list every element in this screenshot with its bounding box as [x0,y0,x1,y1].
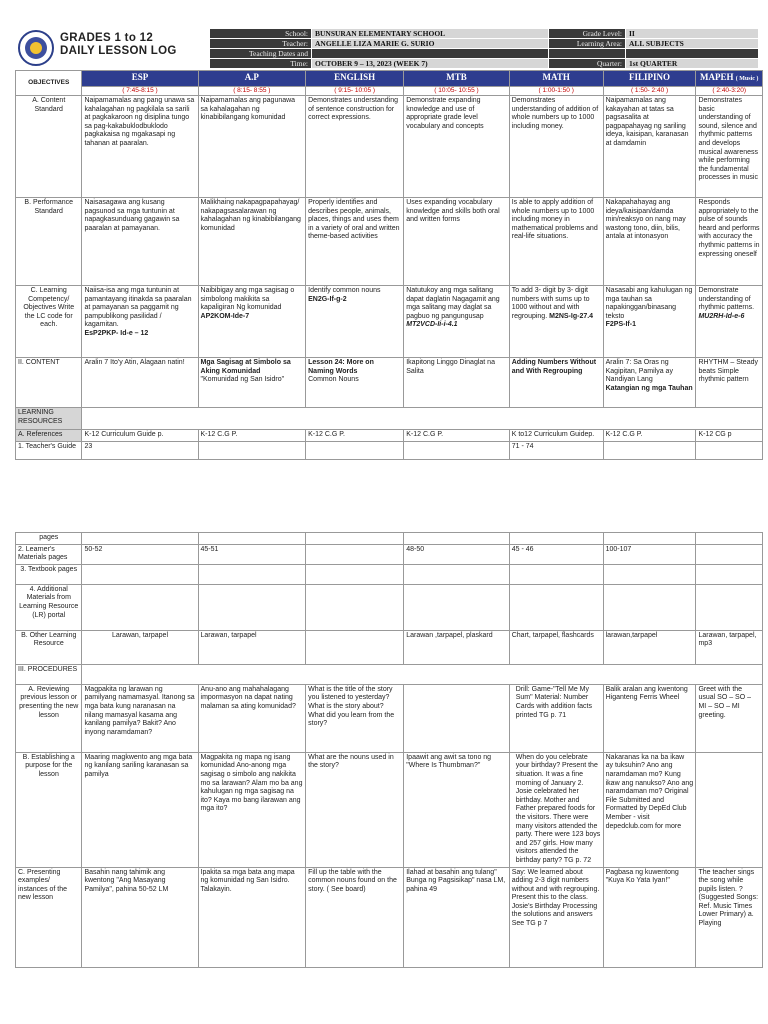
header-info-table [209,28,759,69]
table-cell: Larawan, tarpapel [82,630,198,664]
table-cell [198,533,306,545]
subject-english: ENGLISH [306,71,404,87]
page-two [15,532,763,968]
cell-text: Nasasabi ang kahulugan ng mga tauhan sa napakinggan/binasang teksto [605,287,693,320]
row-label: 4. Additional Materials from Learning Resource (LR) portal [16,584,82,630]
table-cell: 23 [82,441,198,459]
references-row [16,430,763,442]
presenting-examples-row [16,867,763,967]
table-cell [306,358,404,408]
table-cell: RHYTHM – Steady beats Simple rhythmic pattern [696,358,763,408]
table-cell [603,584,696,630]
cell-extra: Common Nouns [308,376,359,384]
table-cell [306,630,404,664]
table-cell: 45-51 [198,544,306,564]
subject-mtb: MTB [404,71,510,87]
table-cell: 48-50 [404,544,510,564]
subject-esp: ESP [82,71,198,87]
table-cell: 71 - 74 [509,441,603,459]
table-cell: Nakaranas ka na ba ikaw ay tuksuhin? Ano ang naramdaman mo? Kung ikaw ang nanukso? Ano ang naramdaman mo? Original File Submitted and Formatted by DepEd Club Member - visit depedclub.com for more [603,752,696,867]
cell-extra: "Komunidad ng San Isidro" [200,376,285,384]
lc-code: M2NS-Ig-27.4 [549,312,594,320]
grade-value: II [626,29,759,39]
subject-mapeh-name: MAPEH [700,72,734,82]
area-label: Learning Area: [549,39,626,49]
table-cell: Larawan ,tarpapel, plaskard [404,630,510,664]
table-cell: Responds appropriately to the pulse of sounds heard and performs with accuracy the rhythmic patterns in expressing oneself [696,198,763,286]
row-label: pages [16,533,82,545]
cell-extra: Katangian ng mga Tauhan [605,384,693,392]
row-label: C. Presenting examples/ instances of the new lesson [16,867,82,967]
table-cell: Properly identifies and describes people, animals, places, things and uses them in a variety of oral and written theme-based activities [306,198,404,286]
table-cell [198,564,306,584]
grade-label: Grade Level: [549,29,626,39]
dates-value: OCTOBER 9 – 13, 2023 (WEEK 7) [312,59,549,69]
table-cell: larawan,tarpapel [603,630,696,664]
learning-resources-row [16,408,763,430]
table-cell: Drill: Game-"Tell Me My Sum" Material: Number Cards with addition facts printed TG p. 71 [509,684,603,752]
table-cell: Pagbasa ng kuwentong "Kuya Ko Yata Iyan!" [603,867,696,967]
table-cell: Ilahad at basahin ang tulang" Bunga ng Pagsisikap" nasa LM, pahina 49 [404,867,510,967]
school-value: BUNSURAN ELEMENTARY SCHOOL [312,29,549,39]
table-cell: Aralin 7 Ito'y Atin, Alagaan natin! [82,358,198,408]
table-cell: K-12 C.G P. [306,430,404,442]
table-cell: Demonstrate expanding knowledge and use of appropriate grade level vocabulary and concepts [404,96,510,198]
row-label: B. Other Learning Resource [16,630,82,664]
lesson-log-table [15,70,763,460]
page-one [15,26,763,460]
row-label: A. References [16,430,82,442]
table-cell: Fill up the table with the common nouns found on the story. ( See board) [306,867,404,967]
quarter-value: 1st QUARTER [626,59,759,69]
table-cell [82,564,198,584]
dates-label-1: Teaching Dates and [210,49,312,59]
row-label: 1. Teacher's Guide [16,441,82,459]
table-cell [603,564,696,584]
quarter-label: Quarter: [549,59,626,69]
area-value: ALL SUBJECTS [626,39,759,49]
row-label: A. Content Standard [16,96,82,198]
time-esp: ( 7:45-8:15 ) [82,87,198,96]
other-resource-row [16,630,763,664]
table-cell [306,544,404,564]
school-label: School: [210,29,312,39]
table-cell: Greet with the usual SO – SO – MI – SO – MI greeting. [696,684,763,752]
table-cell [696,441,763,459]
table-cell [509,584,603,630]
title-line-2: DAILY LESSON LOG [60,45,177,57]
table-cell [82,286,198,358]
row-label: 3. Textbook pages [16,564,82,584]
row-label: LEARNING RESOURCES [16,408,82,430]
table-cell [404,684,510,752]
table-cell [82,664,763,684]
row-label: 2. Learner's Materials pages [16,544,82,564]
deped-seal-icon [18,30,54,66]
lc-code: F2PS-If-1 [605,321,636,329]
table-cell [306,584,404,630]
table-cell: K to12 Curriculum Guidep. [509,430,603,442]
cell-text: Naibibigay ang mga sagisag o simbolong makikita sa kapaligiran Ng komunidad [200,287,295,312]
spacer [549,49,626,59]
table-cell: K-12 C.G P. [603,430,696,442]
subject-mapeh-sub: ( Music ) [735,76,759,82]
row-label: C. Learning Competency/ Objectives Write the LC code for each. [16,286,82,358]
table-cell: Magpakita ng larawan ng pamilyang namamasyal. Itanong sa mga bata kung naranasan na nilang mamasyal kasama ang kanilang pamilya? Bakit? Ano inyong naramdaman? [82,684,198,752]
table-cell: K-12 C.G P. [404,430,510,442]
subject-math: MATH [509,71,603,87]
lesson-log-table-continued [15,532,763,968]
table-cell: Demonstrates basic understanding of sound, silence and rhythmic patterns and develops musical awareness while performing the fundamental processes in music [696,96,763,198]
table-cell: Basahin nang tahimik ang kwentong "Ang Masayang Pamilya", pahina 50-52 LM [82,867,198,967]
table-cell: Ipakita sa mga bata ang mapa ng komunidad ng San Isidro. Talakayin. [198,867,306,967]
table-cell [603,358,696,408]
reviewing-row [16,684,763,752]
header [15,26,763,70]
subject-ap: A.P [198,71,306,87]
table-cell: What are the nouns used in the story? [306,752,404,867]
table-cell [198,358,306,408]
table-cell: Anu-ano ang mahahalagang impormasyon na dapat nating malaman sa ating komunidad? [198,684,306,752]
cell-text: Naiisa-isa ang mga tuntunin at pamantayang itinakda sa paaralan at pamayanan sa paggamit ng pampublikong pasilidad / kagamitan. [84,287,192,329]
time-mapeh: ( 2:40-3:20) [696,87,763,96]
table-cell: Is able to apply addition of whole numbers up to 1000 including money in mathematical problems and real-life situations. [509,198,603,286]
table-cell [603,286,696,358]
cell-text: To add 3- digit by 3- digit numbers with sums up to 1000 without and with regrouping. [511,287,590,320]
table-cell [306,441,404,459]
row-label: A. Reviewing previous lesson or presenting the new lesson [16,684,82,752]
table-cell [404,584,510,630]
table-cell: Maaring magkwento ang mga bata ng kanilang sariling karanasan sa pamilya [82,752,198,867]
content-standard-row [16,96,763,198]
cell-text: Mga Sagisag at Simbolo sa Aking Komunidad [200,359,291,375]
title-line-1: GRADES 1 to 12 [60,32,154,44]
cell-text: Lesson 24: More on Naming Words [308,359,374,375]
teacher-value: ANGELLE LIZA MARIE G. SURIO [312,39,549,49]
table-cell: Larawan, tarpapel [198,630,306,664]
table-cell: Naisasagawa ang kusang pagsunod sa mga tuntunin at napagkasunduang gagawin sa paaralan at pamayanan. [82,198,198,286]
spacer [626,49,759,59]
learners-materials-row [16,544,763,564]
textbook-row [16,564,763,584]
dates-spacer [312,49,549,59]
table-cell: Naipamamalas ang pang unawa sa kahalagahan ng pagkilala sa sarili at pagkakaroon ng disiplina tungo sa pag-kakabuklodbuklodo pagkakaisa ng mgakasapi ng tahanan at paaralan. [82,96,198,198]
time-english: ( 9:15- 10:05 ) [306,87,404,96]
subject-time-row [16,87,763,96]
table-cell [696,533,763,545]
table-cell [198,286,306,358]
time-filipino: ( 1:50- 2:40 ) [603,87,696,96]
time-math: ( 1:00-1:50 ) [509,87,603,96]
cell-text: Demonstrate understanding of rhythmic patterns. [698,287,755,312]
table-cell [603,441,696,459]
table-cell [404,564,510,584]
table-cell: Naipamamalas ang kakayahan at tatas sa pagsasalita at pagpapahayag ng sariling ideya, kaisipan, karanasan at damdamin [603,96,696,198]
row-label: B. Establishing a purpose for the lesson [16,752,82,867]
subject-header-row [16,71,763,87]
table-cell: Uses expanding vocabulary knowledge and skills both oral and written forms [404,198,510,286]
table-cell [306,564,404,584]
additional-materials-row [16,584,763,630]
lc-code: MT2VCD-Ii-i-4.1 [406,321,458,329]
table-cell: 45 - 46 [509,544,603,564]
table-cell [198,584,306,630]
table-cell [696,544,763,564]
row-label: B. Performance Standard [16,198,82,286]
document-title [60,32,177,58]
cell-text: Identify common nouns [308,287,381,294]
table-cell [509,533,603,545]
table-cell [306,286,404,358]
table-cell: Naipamamalas ang pagunawa sa kahalagahan ng kinabibilangang komunidad [198,96,306,198]
table-cell: Balik aralan ang kwentong Higanteng Ferris Wheel [603,684,696,752]
pages-row [16,533,763,545]
procedures-row [16,664,763,684]
table-cell: Chart, tarpapel, flashcards [509,630,603,664]
cell-text: Aralin 7: Sa Oras ng Kagipitan, Pamilya ay Nandiyan Lang [605,359,673,384]
time-ap: ( 8:15- 8:55 ) [198,87,306,96]
content-row [16,358,763,408]
table-cell: What is the title of the story you listened to yesterday? What is the story about? What did you learn from the story? [306,684,404,752]
table-cell [198,441,306,459]
table-cell: Demonstrates understanding of addition of whole numbers up to 1000 including money. [509,96,603,198]
table-cell: Magpakita ng mapa ng isang komunidad Ano-anong mga sagisag o simbolo ang nakikita mo sa larawan? Alam mo ba ang kahulugan ng mga sagisag na ito? Kaya mo bang ilarawan ang mga ito? [198,752,306,867]
table-cell [696,564,763,584]
teachers-guide-row [16,441,763,459]
table-cell: Larawan, tarpapel, mp3 [696,630,763,664]
subject-mapeh [696,71,763,87]
table-cell: Say: We learned about adding 2-3 digit numbers without and with regrouping. Present this to the class. Josie's Birthday Processing the solutions and answers See TG p 7 [509,867,603,967]
table-cell [509,286,603,358]
table-cell [696,752,763,867]
table-cell: 100-107 [603,544,696,564]
table-cell [603,533,696,545]
table-cell: Demonstrates understanding of sentence construction for correct expressions. [306,96,404,198]
table-cell: Ipaawit ang awit sa tono ng "Where Is Thumbman?" [404,752,510,867]
time-mtb: ( 10:05- 10:55 ) [404,87,510,96]
table-cell: K-12 CG p [696,430,763,442]
table-cell [82,533,198,545]
table-cell: Ikapitong Linggo Dinaglat na Salita [404,358,510,408]
table-cell [306,533,404,545]
performance-standard-row [16,198,763,286]
table-cell [696,584,763,630]
lc-code: MU2RH-Id-e-6 [698,312,745,320]
table-cell [696,286,763,358]
establishing-purpose-row [16,752,763,867]
lc-code: EsP2PKP- Id-e – 12 [84,329,149,337]
table-cell [404,533,510,545]
row-label: II. CONTENT [16,358,82,408]
table-cell [404,286,510,358]
learning-competency-row [16,286,763,358]
lc-code: AP2KOM-Ide-7 [200,312,250,320]
lc-code: EN2G-If-g-2 [308,295,347,303]
objectives-label: OBJECTIVES [16,71,82,96]
table-cell: Adding Numbers Without and With Regrouping [509,358,603,408]
table-cell [404,441,510,459]
dates-label-2: Time: [210,59,312,69]
row-label: III. PROCEDURES [16,664,82,684]
table-cell: Nakapahahayag ang ideya/kaisipan/damda min/reaksyo on nang may wastong tono, diin, bilis, antala at intonasyon [603,198,696,286]
teacher-label: Teacher: [210,39,312,49]
table-cell [82,584,198,630]
table-cell: When do you celebrate your birthday? Present the situation. It was a fine morning of January 2. Josie celebrated her birthday. Mother and Father prepared foods for the visitors. There were many visitors attended the party. There were 123 boys and 257 girls. How many visitors attended the birthday party? TG p. 72 [509,752,603,867]
table-cell [509,564,603,584]
table-cell: K-12 C.G P. [198,430,306,442]
table-cell: 50-52 [82,544,198,564]
table-cell: The teacher sings the song while pupils listen. ?(Suggested Songs: Ref. Music Times Lower Primary) a. Playing [696,867,763,967]
table-cell: Malikhaing nakapagpapahayag/ nakapagsasalarawan ng kahalagahan ng kinabibilangang komunidad [198,198,306,286]
table-cell [82,408,763,430]
table-cell: K-12 Curriculum Guide p. [82,430,198,442]
cell-text: Natutukoy ang mga salitang dapat daglatin Nagagamit ang mga salitang may daglat sa pagbuo ng pangungusap [406,287,500,320]
subject-filipino: FILIPINO [603,71,696,87]
